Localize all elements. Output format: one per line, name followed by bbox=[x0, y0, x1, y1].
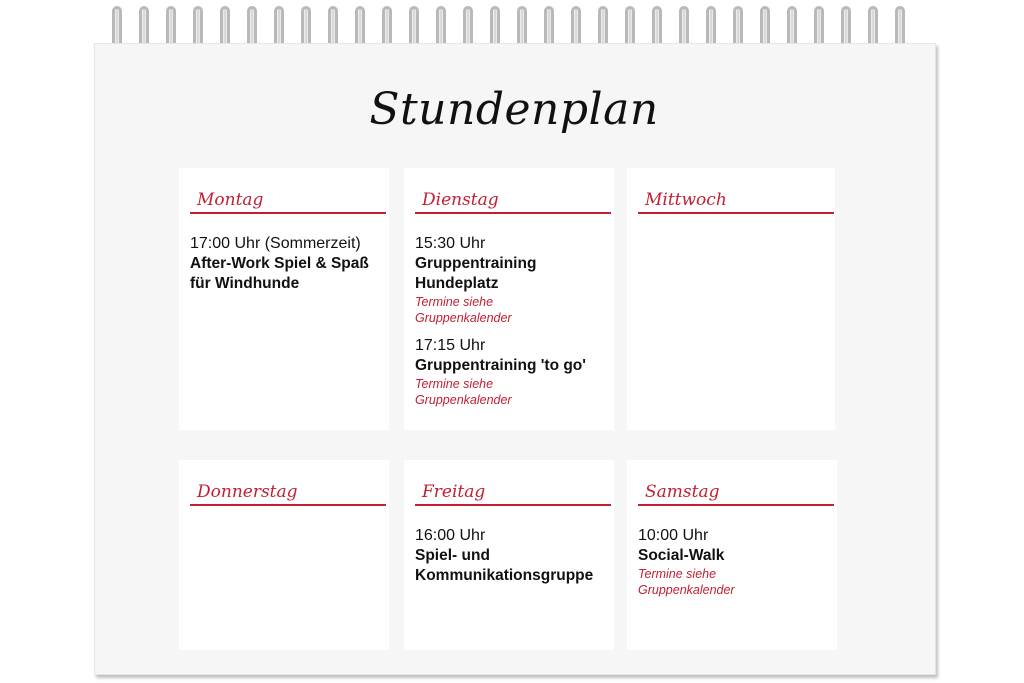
event-note: Termine siehe bbox=[415, 377, 494, 391]
event-time: 17:00 Uhr (Sommerzeit) bbox=[190, 235, 361, 252]
day-events-montag bbox=[190, 234, 390, 294]
event-note: Termine siehe bbox=[415, 295, 494, 309]
day-card-samstag bbox=[627, 460, 837, 650]
day-heading-mittwoch: Mittwoch bbox=[638, 190, 834, 214]
day-card-montag bbox=[179, 168, 389, 430]
event-note: Gruppenkalender bbox=[415, 393, 512, 407]
day-heading-samstag: Samstag bbox=[638, 482, 834, 506]
day-heading-donnerstag: Donnerstag bbox=[190, 482, 386, 506]
event-note: Gruppenkalender bbox=[415, 311, 512, 325]
event-name: Spiel- und bbox=[415, 547, 490, 564]
event-name: für Windhunde bbox=[190, 275, 300, 292]
event-time: 15:30 Uhr bbox=[415, 235, 486, 252]
day-heading-montag: Montag bbox=[190, 190, 386, 214]
event-name: Gruppentraining bbox=[415, 255, 537, 272]
event-name: Social-Walk bbox=[638, 547, 725, 564]
day-card-dienstag bbox=[404, 168, 614, 430]
event-time: 17:15 Uhr bbox=[415, 337, 486, 354]
day-heading-dienstag: Dienstag bbox=[415, 190, 611, 214]
event-time: 16:00 Uhr bbox=[415, 527, 486, 544]
event-note: Gruppenkalender bbox=[638, 583, 735, 597]
day-events-samstag bbox=[638, 526, 838, 598]
day-events-freitag bbox=[415, 526, 615, 586]
event-name: Hundeplatz bbox=[415, 275, 499, 292]
event-time: 10:00 Uhr bbox=[638, 527, 709, 544]
day-heading-freitag: Freitag bbox=[415, 482, 611, 506]
event-name: Gruppentraining 'to go' bbox=[415, 357, 586, 374]
event-name: Kommunikationsgruppe bbox=[415, 567, 594, 584]
page-title: Stundenplan bbox=[369, 84, 659, 135]
event-note: Termine siehe bbox=[638, 567, 717, 581]
day-card-freitag bbox=[404, 460, 614, 650]
day-card-mittwoch bbox=[627, 168, 835, 430]
day-card-donnerstag bbox=[179, 460, 389, 650]
day-events-dienstag bbox=[415, 234, 615, 408]
event-name: After-Work Spiel & Spaß bbox=[190, 255, 369, 272]
